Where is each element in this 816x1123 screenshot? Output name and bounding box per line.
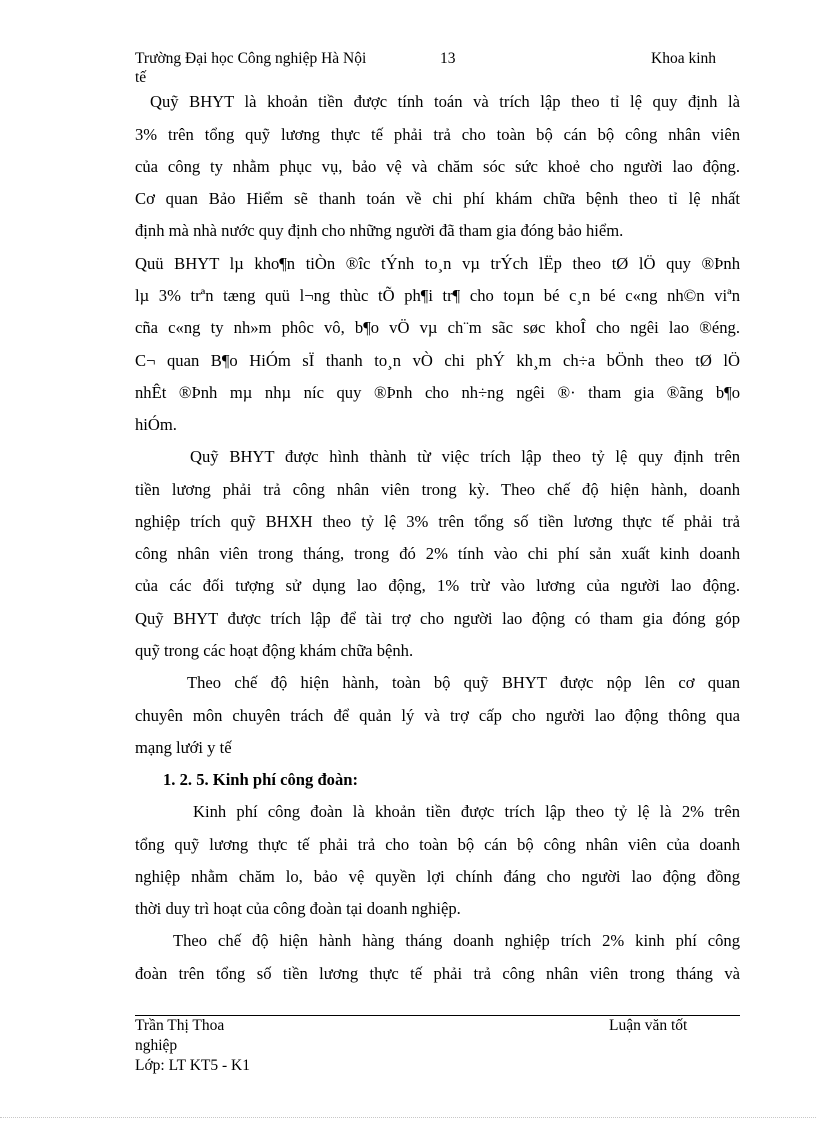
header-faculty-cont: tế bbox=[135, 69, 147, 86]
footer-thesis: Luận văn tốt bbox=[609, 1017, 688, 1034]
paragraph-line: 3% trên tổng quỹ lương thực tế phải trả cho toàn bộ cán bộ công nhân viên bbox=[135, 125, 740, 144]
footer-class: Lớp: LT KT5 - K1 bbox=[135, 1057, 250, 1074]
paragraph-line: Theo chế độ hiện hành, toàn bộ quỹ BHYT được nộp lên cơ quan bbox=[187, 673, 740, 692]
paragraph-line: nghiệp trích quỹ BHXH theo tỷ lệ 3% trên tổng số tiền lương thực tế phải trả bbox=[135, 512, 740, 531]
paragraph-line: chuyên môn chuyên trách để quản lý và trợ cấp cho người lao động thông qua bbox=[135, 706, 740, 725]
paragraph-line: đoàn trên tổng số tiền lương thực tế phải trả công nhân viên trong tháng và bbox=[135, 964, 740, 983]
paragraph-line: nghiệp nhằm chăm lo, bảo vệ quyền lợi chính đáng cho người lao động đồng bbox=[135, 867, 740, 886]
paragraph-line: hiÓm. bbox=[135, 415, 177, 434]
paragraph-line: tổng quỹ lương thực tế phải trả cho toàn bộ cán bộ công nhân viên của doanh bbox=[135, 835, 740, 854]
paragraph-line: cña c«ng ty nh»m phôc vô, b¶o vÖ vµ ch¨m sãc søc khoÎ cho ngêi lao ®éng. bbox=[135, 318, 740, 337]
header-faculty: Khoa kinh bbox=[651, 50, 717, 67]
paragraph-line: Quỹ BHYT được trích lập để tài trợ cho người lao động có tham gia đóng góp bbox=[135, 609, 740, 628]
footer-author: Trần Thị Thoa bbox=[135, 1017, 225, 1034]
paragraph-line: tiền lương phải trả công nhân viên trong kỳ. Theo chế độ hiện hành, doanh bbox=[135, 480, 740, 499]
paragraph-line: của các đối tượng sử dụng lao động, 1% trừ vào lương của người lao động. bbox=[135, 576, 740, 595]
section-heading: 1. 2. 5. Kinh phí công đoàn: bbox=[163, 770, 359, 789]
paragraph-line: định mà nhà nước quy định cho những người đã tham gia đóng bảo hiểm. bbox=[135, 221, 624, 240]
paragraph-line: quỹ trong các hoạt động khám chữa bệnh. bbox=[135, 641, 414, 660]
paragraph-line: Quỹ BHYT được hình thành từ việc trích lập theo tỷ lệ quy định trên bbox=[190, 447, 740, 466]
paragraph-line: Cơ quan Bảo Hiểm sẽ thanh toán về chi phí khám chữa bệnh theo tỉ lệ nhất bbox=[135, 189, 740, 208]
paragraph-line: của công ty nhằm phục vụ, bảo vệ và chăm sóc sức khoẻ cho người lao động. bbox=[135, 157, 740, 176]
paragraph-line: thời duy trì hoạt của công đoàn tại doanh nghiệp. bbox=[135, 899, 461, 918]
paragraph-line: Kinh phí công đoàn là khoản tiền được trích lập theo tỷ lệ là 2% trên bbox=[193, 802, 740, 821]
paragraph-line: C¬ quan B¶o HiÓm sÏ thanh to¸n vÒ chi phÝ kh¸m ch÷a bÖnh theo tØ lÖ bbox=[135, 351, 740, 370]
paragraph-line: Quỹ BHYT là khoản tiền được tính toán và trích lập theo tỉ lệ quy định là bbox=[150, 92, 740, 111]
page-edge bbox=[0, 1117, 816, 1118]
paragraph-line: mạng lưới y tế bbox=[135, 738, 232, 757]
footer-divider bbox=[135, 1015, 740, 1016]
header-school: Trường Đại học Công nghiệp Hà Nội bbox=[135, 50, 367, 67]
paragraph-line: lµ 3% trªn tæng quü l¬ng thùc tÕ ph¶i tr¶ cho toµn bé c¸n bé c«ng nh©n viªn bbox=[135, 286, 740, 305]
paragraph-line: Theo chế độ hiện hành hàng tháng doanh nghiệp trích 2% kinh phí công bbox=[173, 931, 740, 950]
paragraph-line: công nhân viên trong tháng, trong đó 2% tính vào chi phí sản xuất kinh doanh bbox=[135, 544, 740, 563]
page-number: 13 bbox=[440, 50, 456, 67]
footer-thesis-cont: nghiệp bbox=[135, 1037, 178, 1054]
paragraph-line: Quü BHYT lµ kho¶n tiÒn ®îc tÝnh to¸n vµ trÝch lËp theo tØ lÖ quy ®Þnh bbox=[135, 254, 740, 273]
paragraph-line: nhÊt ®Þnh mµ nhµ níc quy ®Þnh cho nh÷ng ngêi ®· tham gia ®ãng b¶o bbox=[135, 383, 740, 402]
